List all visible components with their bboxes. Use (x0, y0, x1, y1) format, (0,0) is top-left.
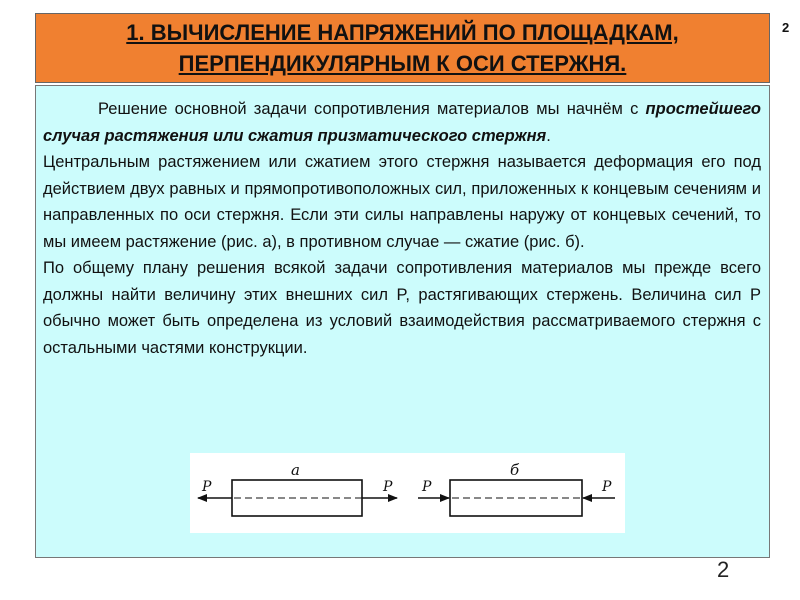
rod-diagram-svg (190, 453, 625, 533)
figure-label-a: а (291, 461, 300, 479)
paragraph-1-end: . (546, 126, 551, 145)
figure-b-compression (418, 461, 615, 516)
paragraph-2: Центральным растяжением или сжатием этого стержня называется деформация его под действием двух равных и прямопротивоположных сил, приложенных к концевым сечениям и направленных по оси стержня. Если эти силы направлены наружу от концевых сечений, то мы имеем растяжение (рис. а), в противном случае — сжатие (рис. б). (43, 153, 761, 251)
slide-title (35, 13, 770, 83)
title-line-2: ПЕРПЕНДИКУЛЯРНЫМ К ОСИ СТЕРЖНЯ. (178, 51, 627, 76)
force-label-a-right: P (383, 479, 393, 495)
force-label-a-left: P (202, 479, 212, 495)
rod-diagram (190, 453, 625, 533)
paragraph-1-start: Решение основной задачи сопротивления материалов мы начнём с (98, 100, 646, 118)
paragraph-1-emphasis: простейшего случая растяжения или сжатия призматического стержня (43, 100, 761, 145)
title-line-1: 1. ВЫЧИСЛЕНИЕ НАПРЯЖЕНИЙ ПО ПЛОЩАДКАМ, (126, 20, 679, 45)
page-number: 2 (717, 557, 730, 582)
corner-slide-number: 2 (782, 20, 790, 35)
force-label-b-right: P (602, 479, 612, 495)
paragraph-1 (43, 96, 761, 149)
figure-label-b: б (510, 461, 520, 479)
figure-a-tension (198, 461, 397, 516)
paragraph-3: По общему плану решения всякой задачи сопротивления материалов мы прежде всего должны найти величину этих внешних сил P, растягивающих стержень. Величина сил P обычно может быть определена из условий взаимодействия рассматриваемого стержня с остальными частями конструкции. (43, 259, 761, 357)
force-label-b-left: P (422, 479, 432, 495)
